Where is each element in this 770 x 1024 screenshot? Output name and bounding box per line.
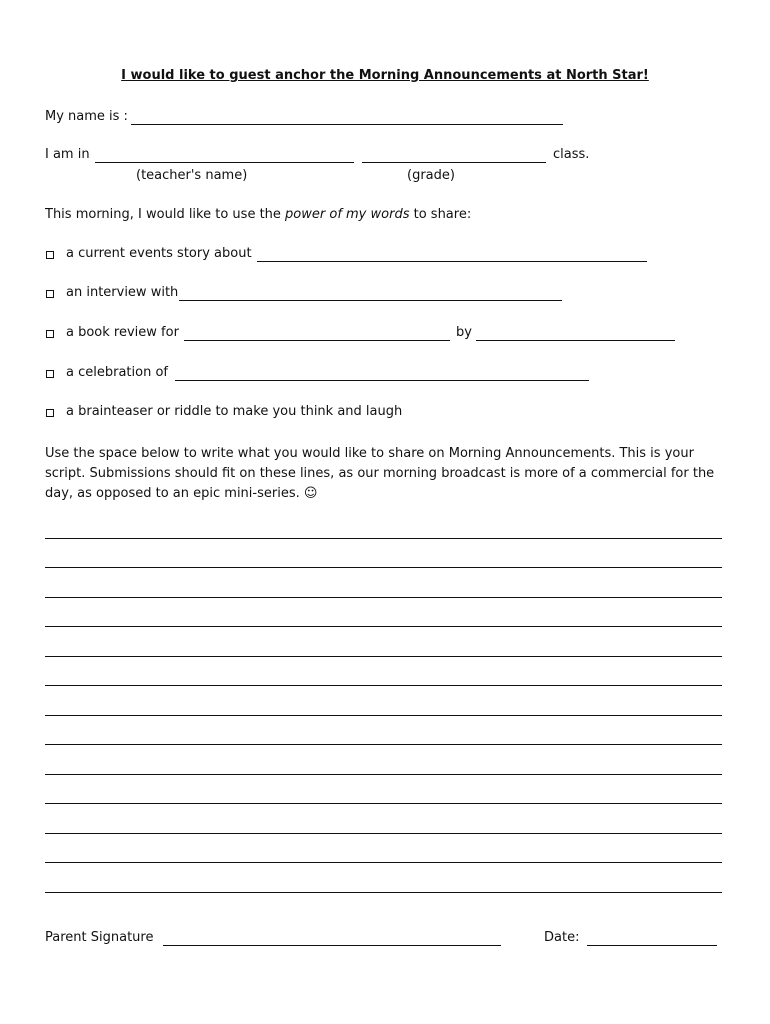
script-line[interactable] xyxy=(45,567,722,568)
grade-field[interactable] xyxy=(362,162,546,163)
share-intro xyxy=(45,207,471,222)
name-label: My name is : xyxy=(45,109,128,124)
script-line[interactable] xyxy=(45,833,722,834)
script-line[interactable] xyxy=(45,892,722,893)
option-interview-label: an interview with xyxy=(66,285,179,300)
script-line[interactable] xyxy=(45,538,722,539)
script-line[interactable] xyxy=(45,656,722,657)
option-book-review-label: a book review for xyxy=(66,325,179,340)
script-line[interactable] xyxy=(45,626,722,627)
celebration-field[interactable] xyxy=(175,380,589,381)
current-events-field[interactable] xyxy=(257,261,647,262)
script-line[interactable] xyxy=(45,715,722,716)
class-suffix-label: class. xyxy=(553,147,590,162)
book-title-field[interactable] xyxy=(184,340,450,341)
script-line[interactable] xyxy=(45,744,722,745)
instructions-paragraph xyxy=(45,444,735,504)
teacher-caption: (teacher's name) xyxy=(136,168,248,183)
date-label: Date: xyxy=(544,930,580,945)
checkbox-celebration[interactable] xyxy=(46,370,54,378)
smiley-icon: ☺ xyxy=(303,486,318,501)
script-line[interactable] xyxy=(45,862,722,863)
grade-caption: (grade) xyxy=(407,168,455,183)
signature-field[interactable] xyxy=(163,945,501,946)
script-line[interactable] xyxy=(45,774,722,775)
date-field[interactable] xyxy=(587,945,717,946)
option-current-events-label: a current events story about xyxy=(66,246,252,261)
option-celebration-label: a celebration of xyxy=(66,365,168,380)
checkbox-brainteaser[interactable] xyxy=(46,409,54,417)
interview-field[interactable] xyxy=(179,300,562,301)
option-brainteaser-label: a brainteaser or riddle to make you think and laugh xyxy=(66,404,403,419)
signature-label: Parent Signature xyxy=(45,930,154,945)
checkbox-book-review[interactable] xyxy=(46,330,54,338)
script-line[interactable] xyxy=(45,803,722,804)
checkbox-current-events[interactable] xyxy=(46,251,54,259)
book-author-field[interactable] xyxy=(476,340,675,341)
class-prefix-label: I am in xyxy=(45,147,90,162)
script-line[interactable] xyxy=(45,597,722,598)
instructions-text: Use the space below to write what you would like to share on Morning Announcements. This is your script. Submissions should fit on these lines, as our morning broadcast is more of a commercial for the day, as opposed to an epic mini-series. xyxy=(45,446,715,501)
script-line[interactable] xyxy=(45,685,722,686)
form-title: I would like to guest anchor the Morning Announcements at North Star! xyxy=(121,68,649,83)
teacher-name-field[interactable] xyxy=(95,162,354,163)
name-field[interactable] xyxy=(131,124,563,125)
share-intro-emphasis: power of my words xyxy=(285,207,410,222)
checkbox-interview[interactable] xyxy=(46,290,54,298)
share-intro-before: This morning, I would like to use the xyxy=(45,207,281,222)
book-review-by-label: by xyxy=(456,325,472,340)
share-intro-after: to share: xyxy=(413,207,472,222)
